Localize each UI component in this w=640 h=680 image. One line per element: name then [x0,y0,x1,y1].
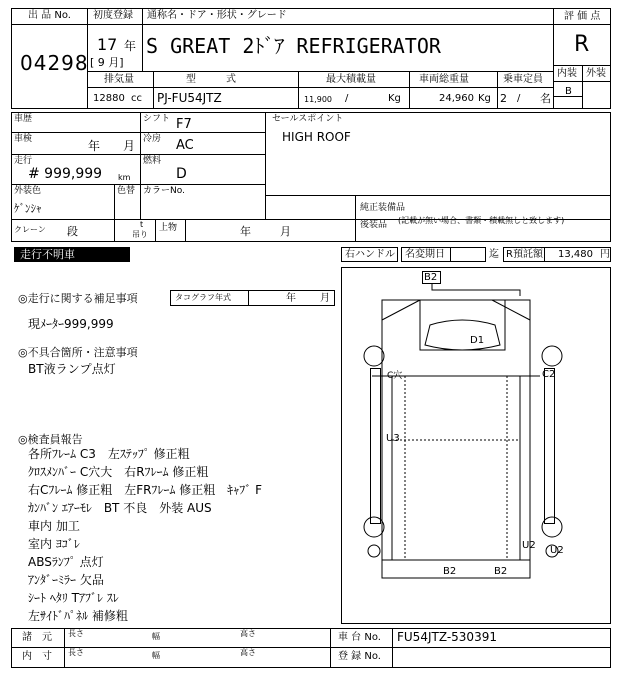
vehicle-title: S GREAT 2ﾄﾞｱ REFRIGERATOR [146,34,441,58]
displacement-label: 排気量 [104,74,134,85]
meter-note: 現ﾒｰﾀｰ999,999 [28,317,114,331]
upper-month: 月 [280,225,291,238]
crane-hang: 吊り [132,230,148,239]
reg-no-label: 登 録 No. [338,651,381,662]
crane-label: クレーン [14,225,46,234]
grade-label: 評 価 点 [564,11,601,22]
mileage-value: # 999,999 [28,166,103,182]
damage-mark: U3 [386,433,400,444]
dims-width-label: 幅 [152,632,160,641]
upper-label: 上物 [159,223,178,233]
report-line: 室内 ﾖｺﾞﾚ [28,537,80,551]
ac-value: AC [176,138,194,153]
report-line: ｼｰﾄ ﾍﾀﾘ Tｱﾌﾞﾚ ｽﾚ [28,591,119,605]
color-code-label: カラーNo. [143,186,185,196]
inspection-month-unit: 月 [123,139,136,153]
inner-width-label: 幅 [152,651,160,660]
max-load-value: 11,900 [304,95,332,104]
dims-height-label: 高さ [240,629,256,638]
ext-color-label: 外装色 [14,186,42,196]
displacement-value: 12880 [93,93,125,104]
first-reg-month: [ 9 月] [90,56,124,69]
tachograph-year: 年 [286,293,296,304]
recycle-unit: 円 [600,249,610,260]
damage-mark: C穴 [387,371,403,381]
aftermarket-note: (記載が無い場合、書類・積載無しと致します) [398,216,565,225]
inner-height-label: 高さ [240,648,256,657]
sales-point-label: セールスポイント [272,114,344,124]
gross-weight-unit: Kg [478,93,491,104]
defect-item: BT液ランプ点灯 [28,362,116,376]
model-name-label: 通称名・ドア・形状・グレード [147,10,287,21]
lot-label: 出 品 No. [28,10,71,21]
capacity-sep: / [517,93,521,104]
driving-notes-label: ◎走行に関する補足事項 [18,292,138,305]
report-line: ABSﾗﾝﾌﾟ 点灯 [28,555,104,569]
chassis-number: FU54JTZ-530391 [397,630,497,644]
interior-label: 内装 [557,68,577,79]
dims-label: 諸 元 [22,632,52,643]
overall-grade: R [574,32,590,57]
capacity-unit: 名 [540,92,551,105]
crane-stage: 段 [67,225,78,238]
first-reg-label: 初度登録 [93,10,133,21]
fuel-label: 燃料 [143,156,162,166]
shift-value: F7 [176,117,192,132]
first-reg-year-unit: 年 [124,39,137,53]
fuel-value: D [176,166,187,182]
truck-diagram-icon [364,272,562,579]
report-line: ｱﾝﾀﾞｰﾐﾗｰ 欠品 [28,573,104,587]
aftermarket-label: 後装品 [360,220,388,230]
inspection-year-unit: 年 [88,139,101,153]
report-line: 右Cﾌﾚｰﾑ 修正粗 左FRﾌﾚｰﾑ 修正粗 ｷｬﾌﾞ F [28,483,262,497]
max-load-label: 最大積載量 [326,74,376,85]
expiry-mark: 迄 [489,249,499,260]
gross-weight-value: 24,960 [439,93,474,104]
genuine-equipment-label: 純正装備品 [360,203,406,213]
inspector-report-label: ◎検査員報告 [18,433,83,446]
recycle-label: R預託額 [506,249,543,260]
damage-mark: C2 [542,369,556,380]
damage-mark: U2 [550,545,564,556]
displacement-unit: cc [131,93,142,104]
defects-label: ◎不具合箇所・注意事項 [18,346,138,359]
report-line: 左ｻｲﾄﾞﾊﾟﾈﾙ 補修粗 [28,609,128,623]
tachograph-label: タコグラフ年式 [175,293,231,302]
exterior-label: 外装 [586,68,606,79]
dims-length-label: 長さ [68,629,84,638]
name-change-label: 名変期日 [405,249,445,260]
report-line: 車内 加工 [28,519,80,533]
interior-grade: B [565,86,572,97]
gross-weight-label: 車両総重量 [419,74,469,85]
lot-number: 04298 [20,51,89,75]
history-label: 車歴 [14,114,33,124]
right-hand-drive-label: 右ハンドル [345,249,395,260]
inner-length-label: 長さ [68,648,84,657]
crane-ton: t [140,220,144,229]
inner-dims-label: 内 寸 [22,651,52,662]
report-line: 各所ﾌﾚｰﾑ C3 左ｽﾃｯﾌﾟ 修正粗 [28,447,190,461]
report-line: ｸﾛｽﾒﾝﾊﾞｰ C穴大 右Rﾌﾚｰﾑ 修正粗 [28,465,209,479]
ac-label: 冷房 [143,134,162,144]
model-value: PJ-FU54JTZ [157,91,222,105]
damage-mark: B2 [443,566,457,577]
capacity-label: 乗車定員 [503,74,543,85]
capacity-value: 2 [500,92,507,105]
mileage-label: 走行 [14,156,33,166]
inspection-label: 車検 [14,134,33,144]
upper-year: 年 [240,225,251,238]
damage-mark: B2 [494,566,508,577]
report-line: ｶﾝﾊﾞﾝ ｴｱｰﾓﾚ BT 不良 外装 AUS [28,501,212,515]
damage-mark: D1 [470,335,485,346]
recycle-amount: 13,480 [558,249,593,260]
color-change-label: 色替 [117,186,136,196]
first-reg-year: 17 [97,35,118,54]
ext-color-value: ｹﾞﾝｼｬ [14,202,42,215]
sales-point-value: HIGH ROOF [282,130,351,144]
chassis-label: 車 台 No. [338,632,381,643]
mileage-unknown-banner: 走行不明車 [14,247,130,262]
damage-mark: B2 [424,272,438,283]
mileage-unit: km [118,173,131,182]
damage-mark: U2 [522,540,536,551]
tachograph-month: 月 [320,293,330,304]
model-label: 型 式 [186,74,236,85]
max-load-sep: / [345,93,349,104]
max-load-unit: Kg [388,93,401,104]
shift-label: シフト [143,114,171,124]
